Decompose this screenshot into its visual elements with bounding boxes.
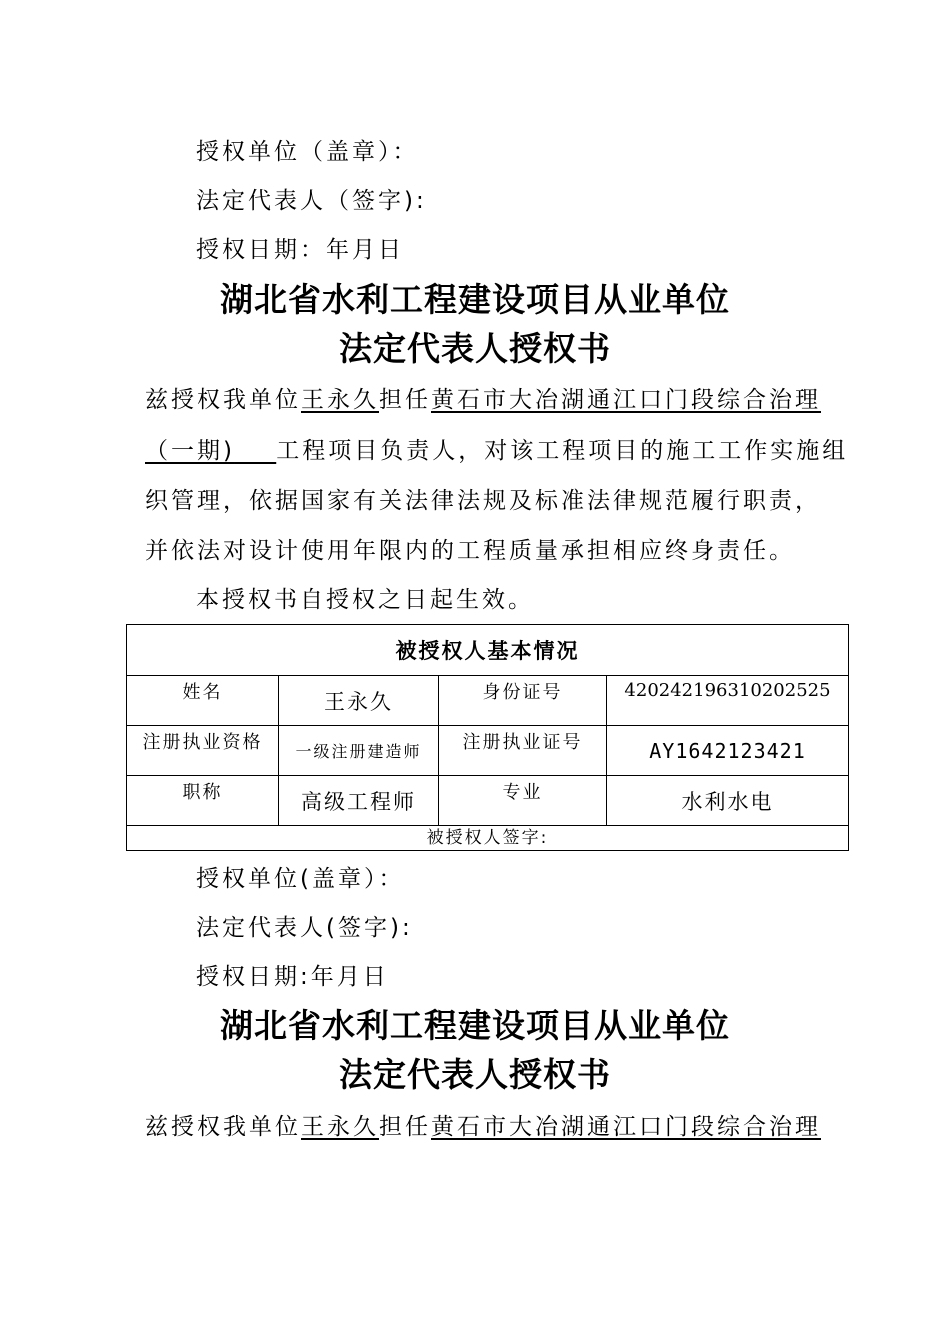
blank-underline	[235, 438, 276, 464]
table-row	[127, 676, 849, 726]
title-value: 高级工程师	[279, 776, 439, 826]
body-line-1	[145, 385, 821, 415]
auth-unit-line-2: 授权单位(盖章）：	[196, 866, 405, 892]
name-value: 王永久	[279, 676, 439, 726]
authorized-person-table	[126, 624, 849, 851]
major-value: 水利水电	[607, 776, 849, 826]
authorized-person: 王永久	[301, 387, 379, 413]
qualification-value: 一级注册建造师	[279, 726, 439, 776]
qualification-label: 注册执业资格	[127, 726, 279, 776]
table-row	[127, 726, 849, 776]
body-line-4: 并依法对设计使用年限内的工程质量承担相应终身责任。	[145, 538, 795, 564]
name-label: 姓名	[127, 676, 279, 726]
effective-line: 本授权书自授权之日起生效。	[196, 587, 534, 613]
project-name: 黄石市大冶湖通江口门段综合治理	[431, 387, 821, 413]
table-row	[127, 776, 849, 826]
body-line-3: 织管理，依据国家有关法律法规及标准法律规范履行职责，	[145, 488, 821, 514]
body2-prefix: 兹授权我单位	[145, 1114, 301, 1140]
body-line-2	[145, 436, 848, 466]
body-prefix: 兹授权我单位	[145, 387, 301, 413]
body-mid: 担任	[379, 387, 431, 413]
auth-unit-line: 授权单位（盖章）：	[196, 139, 419, 165]
doc-title-2-line1: 湖北省水利工程建设项目从业单位	[220, 1006, 730, 1045]
project-name-cont: （一期)	[145, 438, 235, 464]
legal-rep-line-2: 法定代表人(签字):	[196, 915, 413, 941]
project-name-2: 黄石市大冶湖通江口门段综合治理	[431, 1114, 821, 1140]
table-header: 被授权人基本情况	[127, 625, 849, 676]
signature-row: 被授权人签字:	[127, 826, 849, 851]
body2-line-1	[145, 1112, 821, 1142]
legal-rep-line: 法定代表人（签字):	[196, 188, 427, 214]
doc-title-line1: 湖北省水利工程建设项目从业单位	[220, 280, 730, 319]
authorized-person-2: 王永久	[301, 1114, 379, 1140]
id-label: 身份证号	[439, 676, 607, 726]
doc-title-2-line2: 法定代表人授权书	[339, 1055, 611, 1094]
body2-mid: 担任	[379, 1114, 431, 1140]
auth-date-line-2: 授权日期:年月日	[196, 964, 389, 990]
body-rest: 工程项目负责人，对该工程项目的施工工作实施组	[276, 438, 849, 464]
doc-title-line2: 法定代表人授权书	[339, 329, 611, 368]
major-label: 专业	[439, 776, 607, 826]
auth-date-line: 授权日期：年月日	[196, 237, 404, 263]
id-value: 420242196310202525	[607, 676, 849, 726]
cert-no-value: AY1642123421	[607, 726, 849, 776]
title-label: 职称	[127, 776, 279, 826]
cert-no-label: 注册执业证号	[439, 726, 607, 776]
